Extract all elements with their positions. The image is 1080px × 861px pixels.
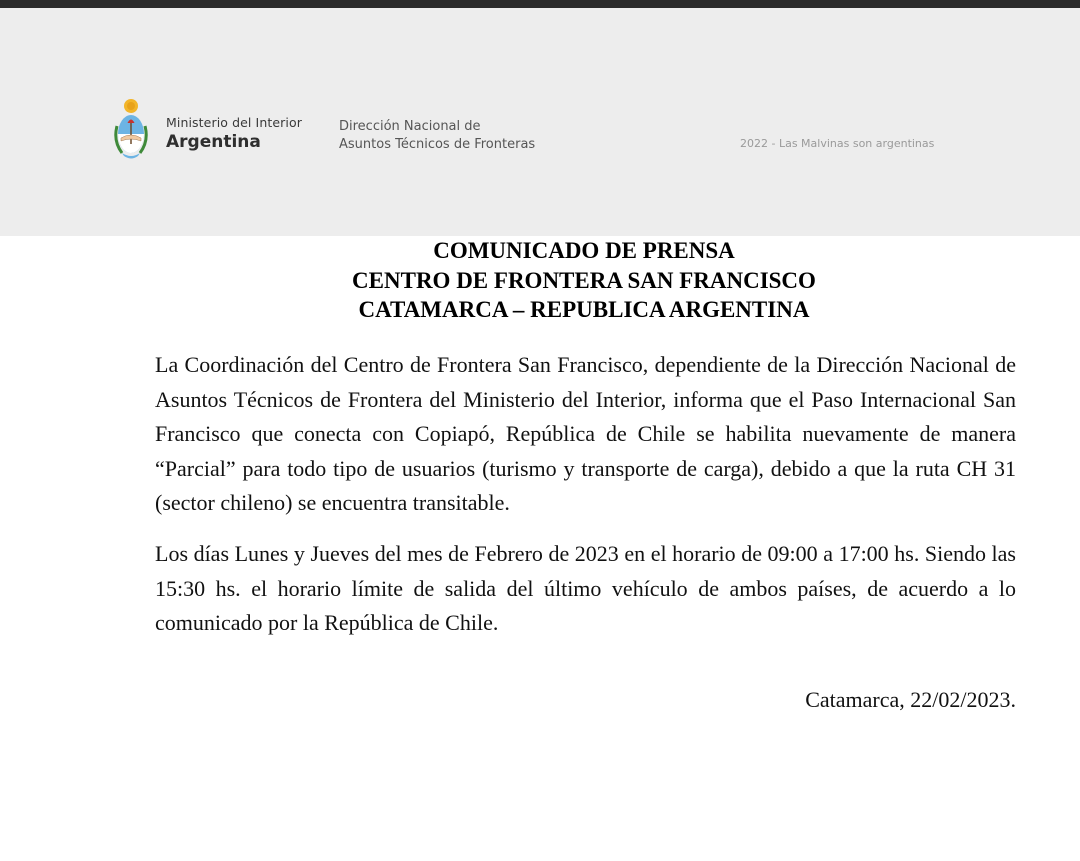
top-bar [0,0,1080,8]
title-line-3: CATAMARCA – REPUBLICA ARGENTINA [358,297,810,322]
ministry-title: Ministerio del Interior [166,115,302,130]
title-line-1: COMUNICADO DE PRENSA [433,238,735,263]
body-paragraph-1: La Coordinación del Centro de Frontera San Francisco, dependiente de la Dirección Nacional de Asuntos Técnicos de Frontera del Ministerio del Interior, informa que el Paso Internacional San Francisco que conecta con Copiapó, República de Chile se habilita nuevamente de manera “Parcial” para todo tipo de usuarios (turismo y transporte de carga), debido a que la ruta CH 31 (sector chileno) se encuentra transitable. [155,352,1016,516]
direction-line-1: Dirección Nacional de [339,119,481,134]
year-slogan: 2022 - Las Malvinas son argentinas [740,137,935,150]
argentina-coat-of-arms-icon [110,96,152,164]
direction-line-2: Asuntos Técnicos de Fronteras [339,137,536,152]
document-body [155,348,1016,657]
ministry-country: Argentina [166,132,261,152]
direction-name [339,118,535,154]
document-title [0,236,1080,325]
title-line-2: CENTRO DE FRONTERA SAN FRANCISCO [352,267,816,293]
ministry-name [166,115,302,153]
place-and-date: Catamarca, 22/02/2023. [805,687,1016,712]
letterhead [0,8,1080,236]
body-paragraph-2: Los días Lunes y Jueves del mes de Febrero de 2023 en el horario de 09:00 a 17:00 hs. Siendo las 15:30 hs. el horario límite de salida del último vehículo de ambos países, de acuerdo a lo comunicado por la República de Chile. [155,540,1016,636]
